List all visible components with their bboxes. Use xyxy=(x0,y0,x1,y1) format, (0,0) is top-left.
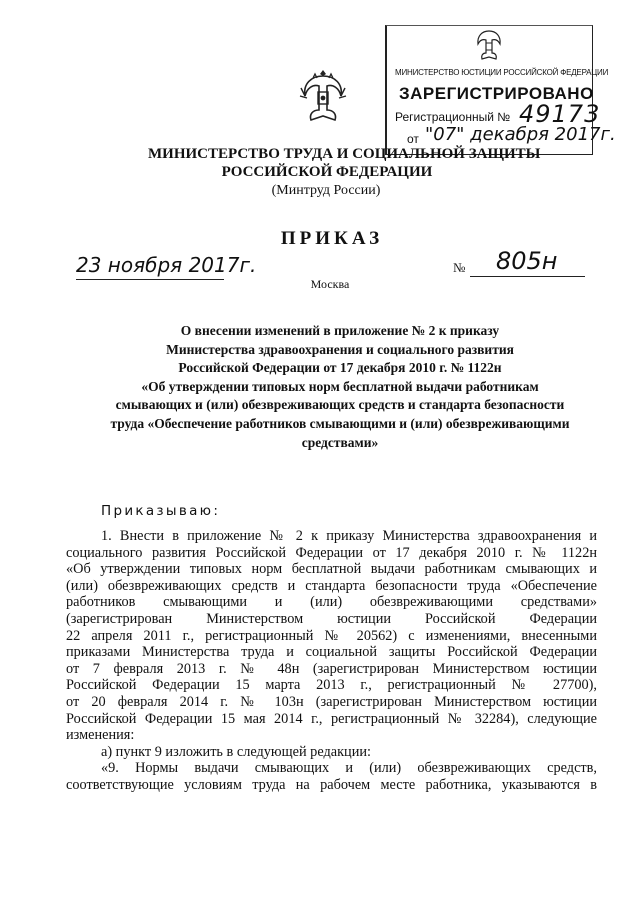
stamp-date-value: "07" декабря 2017г. xyxy=(425,124,616,145)
title-line: Министерства здравоохранения и социального развития xyxy=(166,341,514,357)
body-line: (зарегистрирован Министерством юстиции Российской Федерации xyxy=(66,610,597,627)
order-number-label: № xyxy=(453,260,466,275)
title-line: смывающих и (или) обезвреживающих средств и стандарта безопасности xyxy=(115,397,565,413)
stamp-date-label: от xyxy=(407,132,419,146)
body-line: Российской Федерации 15 марта 2013 г., регистрационный № 27700), xyxy=(66,677,597,694)
document-title xyxy=(60,322,620,452)
body-line: приказами Министерства труда и социальной защиты Российской Федерации xyxy=(66,644,597,661)
state-emblem-icon xyxy=(299,66,347,126)
order-city: Москва xyxy=(310,277,350,291)
registration-stamp xyxy=(385,25,616,155)
stamp-regnum-value: 49173 xyxy=(519,100,601,128)
body-line: а) пункт 9 изложить в следующей редакции: xyxy=(101,743,371,760)
orders-word: Приказываю: xyxy=(101,503,221,519)
body-line: (или) обезвреживающих средств и стандарта безопасности труда «Обеспечение xyxy=(66,577,597,594)
order-number: 805н xyxy=(496,247,558,275)
stamp-emblem-icon xyxy=(475,28,503,62)
ministry-name-line1: МИНИСТЕРСТВО ТРУДА И СОЦИАЛЬНОЙ ЗАЩИТЫ xyxy=(148,146,541,162)
title-line: «Об утверждении типовых норм бесплатной выдачи работникам xyxy=(141,378,539,394)
ministry-name-line2: РОССИЙСКОЙ ФЕДЕРАЦИИ xyxy=(221,164,433,180)
order-date: 23 ноября 2017г. xyxy=(76,253,257,277)
body-line: 1. Внести в приложение № 2 к приказу Министерства здравоохранения и xyxy=(101,528,597,544)
body-text xyxy=(66,528,597,794)
body-line: Российской Федерации 15 мая 2014 г., регистрационный № 32284), следующие xyxy=(66,710,597,727)
order-title: ПРИКАЗ xyxy=(280,228,384,249)
title-line: средствами» xyxy=(301,434,379,450)
title-line: О внесении изменений в приложение № 2 к приказу xyxy=(180,323,500,338)
stamp-ministry: МИНИСТЕРСТВО ЮСТИЦИИ РОССИЙСКОЙ ФЕДЕРАЦИИ xyxy=(395,68,609,77)
title-line: труда «Обеспечение работников смывающими и (или) обезвреживающими xyxy=(110,415,570,431)
body-line: «Об утверждении типовых норм бесплатной выдачи работникам смывающих и xyxy=(66,561,597,578)
body-line: «9. Нормы выдачи смывающих и (или) обезвреживающих средств, xyxy=(101,760,597,777)
body-line: работников смывающими и (или) обезвреживающими средствами» xyxy=(66,594,597,611)
body-line: соответствующие условиям труда на рабочем месте работника, указываются в xyxy=(66,776,597,793)
body-line: социального развития Российской Федерации от 17 декабря 2010 г. № 1122н xyxy=(66,544,597,561)
stamp-regnum-label: Регистрационный № xyxy=(395,110,511,124)
title-line: Российской Федерации от 17 декабря 2010 г. № 1122н xyxy=(178,360,502,376)
body-line: от 7 февраля 2013 г. № 48н (зарегистрирован Министерством юстиции xyxy=(66,660,597,677)
ministry-short-name: (Минтруд России) xyxy=(271,183,381,198)
body-line: 22 апреля 2011 г., регистрационный № 20562) с изменениями, внесенными xyxy=(66,627,597,644)
body-line: изменения: xyxy=(66,727,135,744)
stamp-registered: ЗАРЕГИСТРИРОВАНО xyxy=(399,84,594,103)
body-line: от 20 февраля 2014 г. № 103н (зарегистрирован Министерством юстиции xyxy=(66,693,597,710)
